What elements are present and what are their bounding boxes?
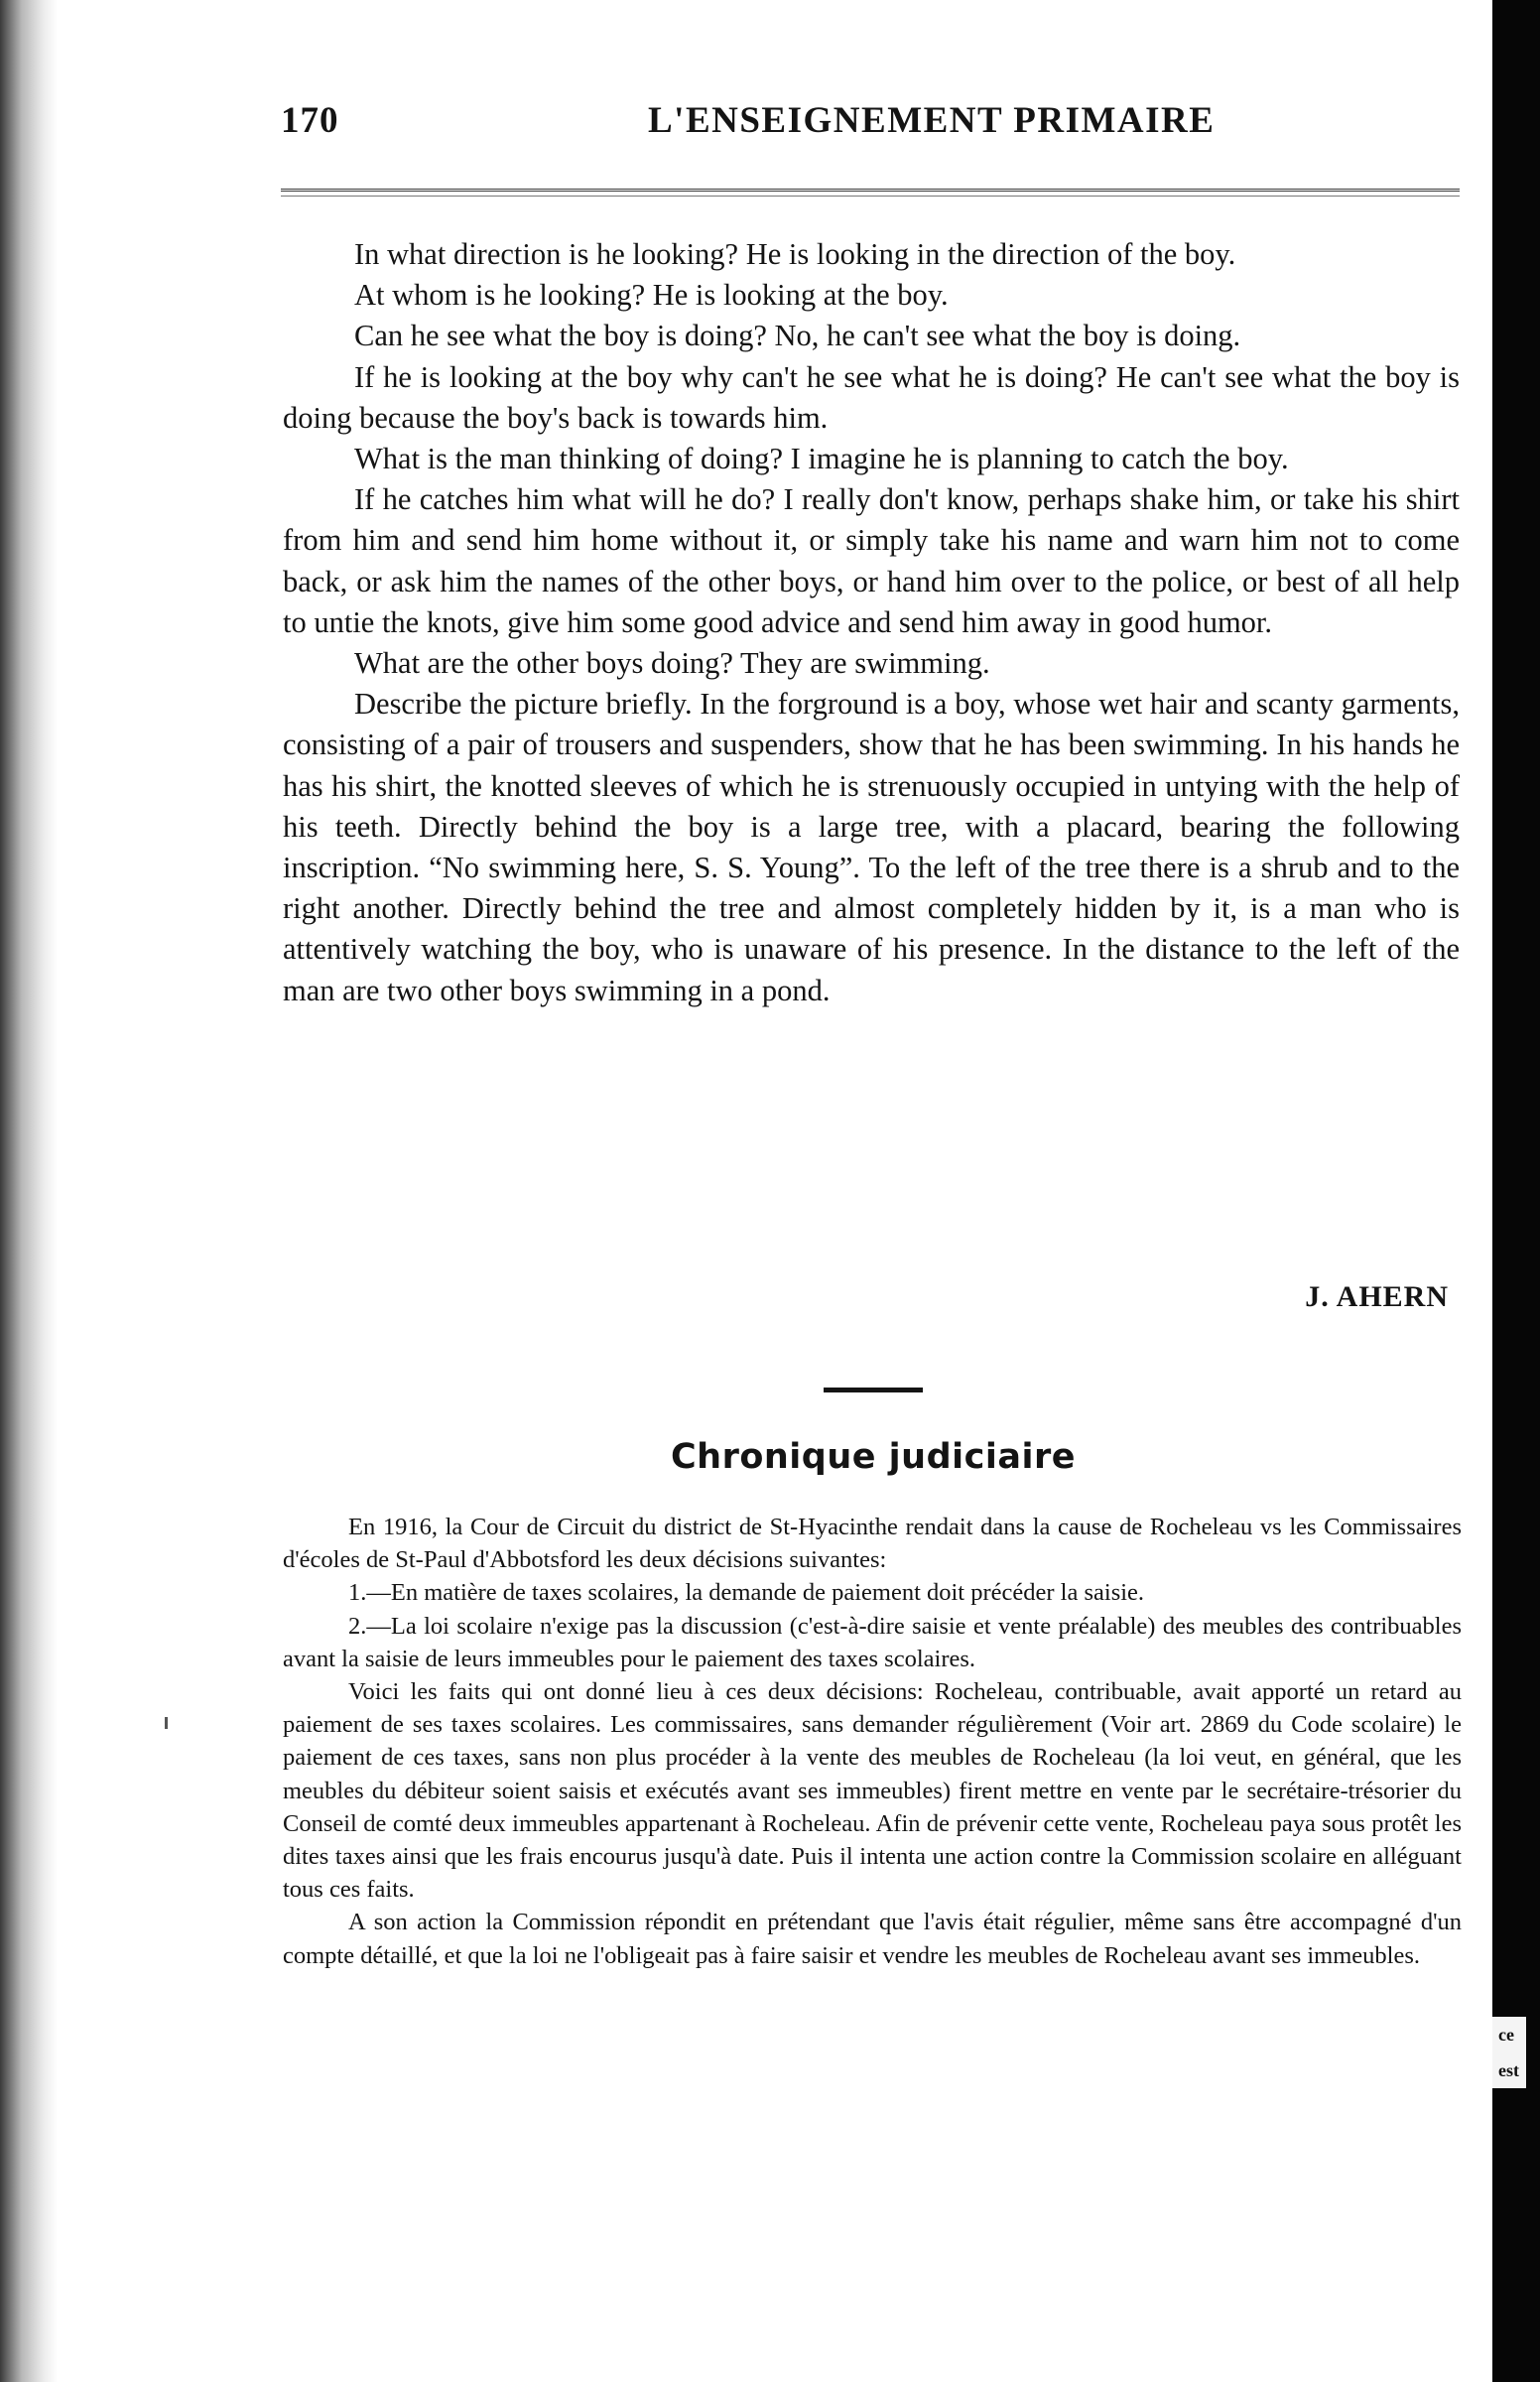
running-title: L'ENSEIGNEMENT PRIMAIRE — [648, 100, 1216, 141]
signature-rest: HERN — [1358, 1280, 1449, 1313]
chronique-paragraph: 1.—En matière de taxes scolaires, la demande de paiement doit précéder la saisie. — [348, 1579, 1145, 1607]
margin-fragment: est — [1492, 2052, 1526, 2088]
article-paragraph: At whom is he looking? He is looking at the boy. — [354, 278, 949, 313]
section-title: Chronique judiciaire — [670, 1437, 1077, 1477]
signature-initial: J. A — [1305, 1280, 1359, 1313]
chronique-paragraph: Voici les faits qui ont donné lieu à ces deux décisions: Rocheleau, contribuable, avait apporté un retard au paiement de ses taxes scolaires. Les commissaires, sans demander régulièrement (Voir art. 2869 du Code scolaire) le paiement de ces taxes, sans non plus procéder à la vente des meubles de Rocheleau (la loi veut, en général, que les meubles du débiteur soient saisis et exécutés avant ses immeubles) firent mettre en vente par le secrétaire-trésorier du Conseil de comté deux immeubles appartenant à Rocheleau. Afin de prévenir cette vente, Rocheleau paya sous protêt les dites taxes ainsi que les frais encourus jusqu'à date. Puis il intenta une action contre la Commission scolaire en alléguant tous ces faits. — [283, 1678, 1462, 1904]
article-paragraph: In what direction is he looking? He is looking in the direction of the boy. — [354, 237, 1236, 271]
chronique-paragraph: A son action la Commission répondit en prétendant que l'avis était régulier, même sans être accompagné d'un compte détaillé, et que la loi ne l'obligeait pas à faire saisir et vendre les meubles de Rocheleau avant ses immeubles. — [283, 1909, 1462, 1969]
section-separator — [824, 1388, 923, 1392]
article-paragraph: Can he see what the boy is doing? No, he can't see what the boy is doing. — [354, 319, 1241, 353]
article-paragraph: If he catches him what will he do? I really don't know, perhaps shake him, or take his shirt from him and send him home without it, or simply take his name and warn him not to come back, or ask him the names of the other boys, or hand him over to the police, or best of all help to untie the knots, give him some good advice and send him away in good humor. — [283, 482, 1460, 639]
article-paragraph: If he is looking at the boy why can't he see what he is doing? He can't see what the boy is doing because the boy's back is towards him. — [283, 359, 1460, 435]
margin-fragment: ce — [1492, 2017, 1526, 2052]
chronique-paragraph: En 1916, la Cour de Circuit du district de St-Hyacinthe rendait dans la cause de Rocheleau vs les Commissaires d'écoles de St-Paul d'Abbotsford les deux décisions suivantes: — [283, 1514, 1462, 1574]
lesson-article — [283, 234, 1460, 1011]
facing-page-edge — [1492, 0, 1540, 2382]
article-paragraph: What are the other boys doing? They are swimming. — [354, 646, 990, 681]
author-signature — [1191, 1280, 1449, 1314]
article-paragraph: What is the man thinking of doing? I imagine he is planning to catch the boy. — [354, 442, 1289, 476]
chronique-section — [283, 1511, 1462, 1972]
page-header — [281, 99, 1462, 159]
chronique-paragraph: 2.—La loi scolaire n'exige pas la discussion (c'est-à-dire saisie et vente préalable) des meubles des contribuables avant la saisie de leurs immeubles pour le paiement des taxes scolaires. — [283, 1612, 1462, 1672]
book-gutter-shadow — [0, 0, 58, 2382]
stray-ink-mark — [165, 1717, 168, 1729]
article-paragraph: Describe the picture briefly. In the forground is a boy, whose wet hair and scanty garments, consisting of a pair of trousers and suspenders, show that he has been swimming. In his hands he has his shirt, the knotted sleeves of which he is strenuously occupied in untying with the help of his teeth. Directly behind the boy is a large tree, with a placard, bearing the following inscription. “No swimming here, S. S. Young”. To the left of the tree there is a shrub and to the right another. Directly behind the tree and almost completely hidden by it, is a man who is attentively watching the boy, who is unaware of his presence. In the distance to the left of the man are two other boys swimming in a pond. — [283, 687, 1460, 1007]
header-rule — [281, 189, 1460, 197]
page-number: 170 — [281, 100, 339, 141]
